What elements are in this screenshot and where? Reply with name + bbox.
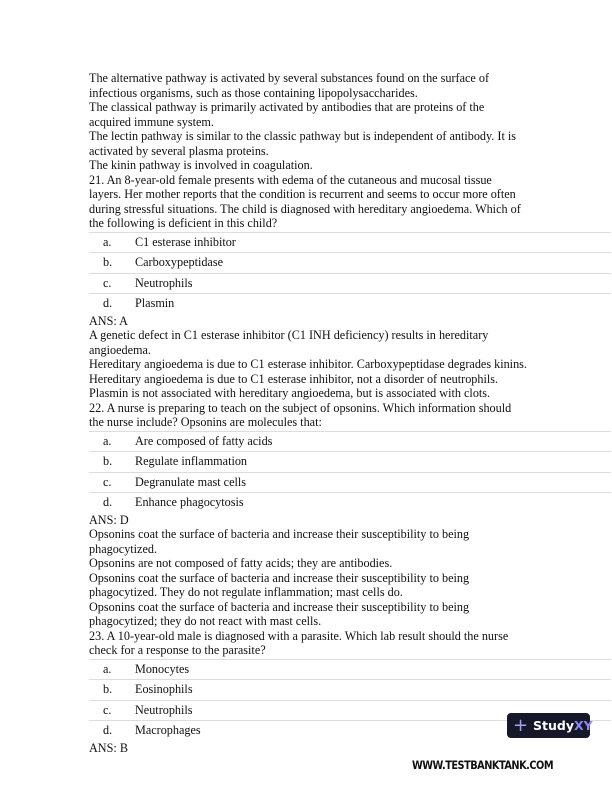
option-text: Enhance phagocytosis — [135, 495, 244, 509]
answer-options — [89, 431, 611, 513]
option-text: C1 esterase inhibitor — [135, 234, 236, 249]
option-text: Plasmin — [135, 296, 175, 310]
option-letter: d. — [103, 723, 113, 737]
answer-key: ANS: D — [89, 512, 129, 527]
answer-option[interactable] — [89, 252, 611, 273]
question-stem-line: check for a response to the parasite? — [89, 643, 266, 657]
answer-key: ANS: B — [89, 740, 128, 755]
answer-option[interactable] — [89, 293, 611, 314]
option-letter: b. — [103, 454, 113, 468]
option-letter: a. — [103, 661, 112, 676]
answer-option[interactable] — [89, 492, 611, 513]
rationale-line: Opsonins are not composed of fatty acids; they are antibodies. — [89, 556, 393, 570]
question-stem-line: the following is deficient in this child? — [89, 216, 278, 230]
intro-line: activated by several plasma proteins. — [89, 143, 269, 158]
option-letter: d. — [103, 495, 113, 509]
intro-line: The alternative pathway is activated by several substances found on the surface of — [89, 71, 490, 85]
rationale-line: Plasmin is not associated with hereditary angioedema, but is associated with clots. — [89, 386, 491, 400]
option-text: Carboxypeptidase — [135, 255, 223, 269]
question-stem-line: 21. An 8-year-old female presents with edema of the cutaneous and mucosal tissue — [89, 172, 492, 187]
logo-accent: XY — [573, 718, 593, 733]
intro-line: acquired immune system. — [89, 114, 214, 129]
answer-option[interactable] — [89, 451, 611, 472]
intro-line: infectious organisms, such as those containing lipopolysaccharides. — [89, 85, 418, 100]
document-body — [89, 71, 611, 755]
intro-line: The classical pathway is primarily activated by antibodies that are proteins of the — [89, 100, 485, 114]
answer-option[interactable] — [89, 273, 611, 294]
question-stem-line: during stressful situations. The child is diagnosed with hereditary angioedema. Which of — [89, 201, 521, 216]
rationale-line: Hereditary angioedema is due to C1 esterase inhibitor, not a disorder of neutrophils. — [89, 371, 499, 386]
answer-option[interactable] — [89, 232, 611, 253]
rationale-line: phagocytized. They do not regulate inflammation; mast cells do. — [89, 585, 403, 599]
answer-option[interactable] — [89, 431, 611, 452]
question-stem-line: 22. A nurse is preparing to teach on the subject of opsonins. Which information should — [89, 400, 512, 415]
intro-line: The kinin pathway is involved in coagulation. — [89, 158, 313, 172]
option-text: Degranulate mast cells — [135, 474, 246, 489]
studyxy-logo[interactable] — [507, 713, 593, 738]
answer-options — [89, 232, 611, 314]
question-stem-line: layers. Her mother reports that the condition is recurrent and seems to occur more often — [89, 187, 516, 201]
option-text: Are composed of fatty acids — [135, 433, 273, 448]
option-letter: c. — [103, 275, 112, 290]
option-letter: d. — [103, 296, 113, 310]
option-text: Neutrophils — [135, 702, 193, 717]
logo-name: Study — [533, 718, 574, 733]
answer-option[interactable] — [89, 659, 611, 680]
intro-line: The lectin pathway is similar to the classic pathway but is independent of antibody. It is — [89, 129, 517, 143]
option-letter: b. — [103, 682, 113, 696]
rationale-line: Opsonins coat the surface of bacteria and increase their susceptibility to being — [89, 527, 470, 541]
answer-option[interactable] — [89, 679, 611, 700]
rationale-line: Opsonins coat the surface of bacteria and increase their susceptibility to being — [89, 570, 470, 585]
question-stem-line: 23. A 10-year-old male is diagnosed with a parasite. Which lab result should the nurse — [89, 628, 509, 643]
option-letter: a. — [103, 234, 112, 249]
footer-url: WWW.TESTBANKTANK.COM — [412, 758, 554, 772]
question-stem-line: the nurse include? Opsonins are molecules that: — [89, 415, 322, 429]
rationale-line: angioedema. — [89, 342, 151, 357]
option-letter: b. — [103, 255, 113, 269]
answer-key: ANS: A — [89, 313, 128, 328]
rationale-line: Hereditary angioedema is due to C1 esterase inhibitor. Carboxypeptidase degrades kinins. — [89, 357, 527, 371]
option-letter: a. — [103, 433, 112, 448]
option-text: Monocytes — [135, 661, 190, 676]
option-letter: c. — [103, 702, 112, 717]
rationale-line: phagocytized. — [89, 541, 158, 556]
option-letter: c. — [103, 474, 112, 489]
option-text: Macrophages — [135, 723, 201, 737]
rationale-line: phagocytized; they do not react with mast cells. — [89, 614, 322, 628]
rationale-line: A genetic defect in C1 esterase inhibitor (C1 INH deficiency) results in hereditary — [89, 328, 489, 342]
option-text: Eosinophils — [135, 682, 193, 696]
option-text: Regulate inflammation — [135, 454, 248, 468]
plus-icon: + — [513, 715, 529, 736]
rationale-line: Opsonins coat the surface of bacteria and increase their susceptibility to being — [89, 599, 470, 614]
option-text: Neutrophils — [135, 275, 193, 290]
answer-option[interactable] — [89, 472, 611, 493]
